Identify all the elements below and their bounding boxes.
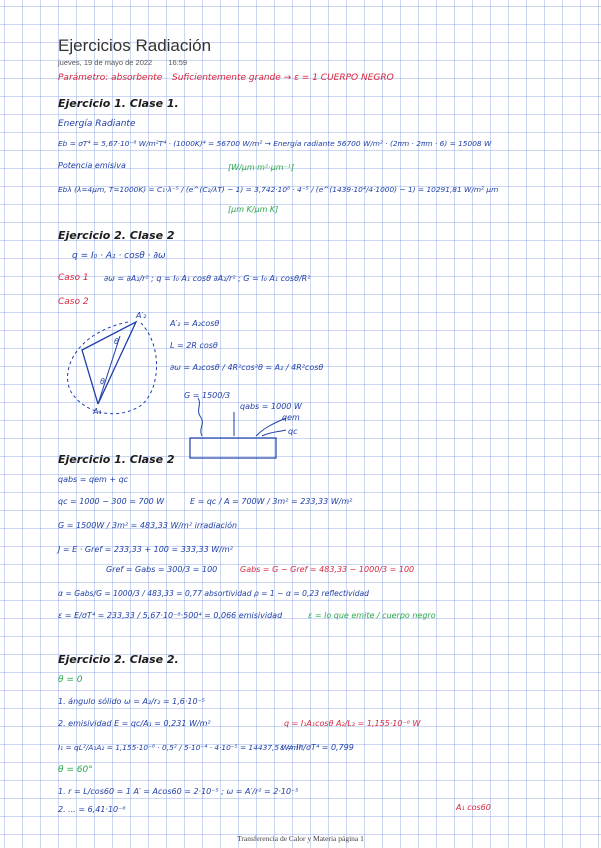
units-top: [W/μm·m²·μm⁻¹] <box>228 163 295 172</box>
heading-ej2-clase2-b: Ejercicio 2. Clase 2. <box>58 653 179 666</box>
eq-epsilon-def: ε = lo que emite / cuerpo negro <box>308 611 436 620</box>
label-theta-bottom: θ <box>100 377 105 386</box>
label-a2: A′₂ <box>136 311 147 320</box>
eq-theta60-2: 2. ... = 6,41·10⁻⁶ <box>58 805 126 814</box>
page-footer: Transferencia de Calor y Materia página 1 <box>237 834 364 843</box>
label-caso2: Caso 2 <box>58 297 89 307</box>
eq-a2prime: A′₂ = A₂cosθ <box>170 319 220 328</box>
label-theta60: θ = 60° <box>58 765 93 775</box>
note-absorbente: Parámetro: absorbente <box>58 73 163 83</box>
eq-gabs: Gabs = G − Gref = 483,33 − 1000/3 = 100 <box>240 565 415 574</box>
eq-a1cos60: A₁ cos60 <box>456 803 491 812</box>
label-qabs: qabs = 1000 W <box>240 402 302 411</box>
eq-domega: ∂ω = A₂cosθ / 4R²cos²θ = A₂ / 4R²cosθ <box>170 363 324 372</box>
eq-q-general: q = I₀ · A₁ · cosθ · ∂ω <box>72 251 166 261</box>
eq-theta60-1: 1. r = L/cos60 = 1 A′ = Acos60 = 2·10⁻⁵ ; ω = A′/r² = 2·10⁻⁵ <box>58 787 299 796</box>
label-theta-top: θ <box>114 337 119 346</box>
page-title: Ejercicios Radiación <box>58 36 212 55</box>
eq-G-fig: G = 1500/3 <box>184 391 231 400</box>
note-cuerpo-negro: Suficientemente grande → ε = 1 CUERPO NEGRO <box>172 73 394 83</box>
eq-qc: qc = 1000 − 300 = 700 W <box>58 497 165 506</box>
eq-I1: I₁ = qL²/A₁A₂ = 1,155·10⁻⁶ · 0,5² / 5·10⁻⁴ · 4·10⁻⁵ = 14437,5 W/m² <box>58 743 302 752</box>
label-caso1: Caso 1 <box>58 273 89 283</box>
eq-gref: Gref = Gabs = 300/3 = 100 <box>106 565 218 574</box>
label-energia-radiante: Energía Radiante <box>58 119 136 129</box>
eq-L: L = 2R cosθ <box>170 341 218 350</box>
heading-ej1-clase2: Ejercicio 1. Clase 2 <box>58 453 175 466</box>
page-time: 16:59 <box>168 58 188 67</box>
eq-G: G = 1500W / 3m² = 483,33 W/m² irradiación <box>58 521 238 530</box>
heading-ej2-clase2: Ejercicio 2. Clase 2 <box>58 229 175 242</box>
eq-E: E = qc / A = 700W / 3m² = 233,33 W/m² <box>190 497 353 506</box>
eq-epsilon: ε = E/σT⁴ = 233,33 / 5,67·10⁻⁸·500⁴ = 0,066 emisividad <box>58 611 283 620</box>
eq-J: J = E · Gref = 233,33 + 100 = 333,33 W/m² <box>58 545 233 554</box>
units-bottom: [μm K/μm K] <box>228 205 279 214</box>
eq-alpha-rho: α = Gabs/G = 1000/3 / 483,33 = 0,77 absortividad ρ = 1 − α = 0,23 reflectividad <box>58 589 370 598</box>
heading-ej1-clase1: Ejercicio 1. Clase 1. <box>58 97 179 110</box>
eq-eblambda: Ebλ (λ=4μm, T=1000K) = C₁·λ⁻⁵ / (e^(C₂/λT) − 1) = 3,742·10⁸ · 4⁻⁵ / (e^(1439·10⁴/4·1000) − 1) = 10291,81 W/m² μm <box>58 185 499 194</box>
eq-eb: Eb = σT⁴ = 5,67·10⁻⁸ W/m²T⁴ · (1000K)⁴ = 56700 W/m² → Energía radiante 56700 W/m² · (2πm · 2πm · 6) = 15008 W <box>58 139 492 148</box>
eq-qabs: qabs = qem + qc <box>58 475 129 484</box>
eq-epsilon2: ε = Iπ/σT⁴ = 0,799 <box>280 743 354 752</box>
eq-angulo-solido: 1. ángulo sólido ω = A₂/r₂ = 1,6·10⁻⁵ <box>58 697 206 706</box>
label-qc: qc <box>288 427 298 436</box>
label-qem: qem <box>282 413 300 422</box>
eq-q-red: q = I₁A₁cosθ A₂/L₂ = 1,155·10⁻⁶ W <box>284 719 421 728</box>
eq-emisividad: 2. emisividad E = qc/A₁ = 0,231 W/m² <box>58 719 211 728</box>
label-theta0: θ = 0 <box>58 675 83 685</box>
eq-caso1: ∂ω = ∂A₂/r² ; q = I₀ A₁ cosθ ∂A₂/r² ; G = I₀ A₁ cosθ/R² <box>104 274 311 283</box>
label-a1: A₁ <box>93 407 102 416</box>
label-potencia-emisiva: Potencia emisiva <box>58 161 126 170</box>
page-date: jueves, 19 de mayo de 2022 <box>58 58 153 67</box>
